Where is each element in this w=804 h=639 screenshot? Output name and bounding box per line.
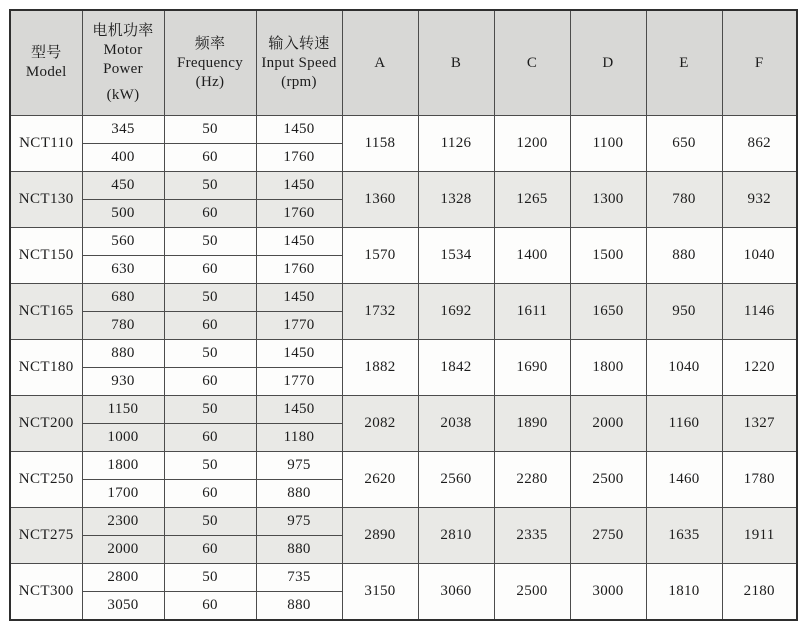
power-value: 630	[82, 256, 164, 284]
speed-value: 880	[256, 480, 342, 508]
header-dim-f: F	[722, 10, 797, 116]
table-row	[10, 172, 797, 200]
power-value: 780	[82, 312, 164, 340]
dim-f-value: 862	[722, 116, 797, 172]
dim-e-value: 880	[646, 228, 722, 284]
speed-value: 880	[256, 592, 342, 621]
dim-d-value: 1500	[570, 228, 646, 284]
header-model-zh: 型号	[30, 45, 62, 61]
dim-f-value: 1780	[722, 452, 797, 508]
speed-value: 1770	[256, 312, 342, 340]
dim-d-value: 2750	[570, 508, 646, 564]
frequency-value: 50	[164, 116, 256, 144]
dim-a-value: 3150	[342, 564, 418, 621]
frequency-value: 50	[164, 564, 256, 592]
speed-value: 975	[256, 508, 342, 536]
dim-f-value: 932	[722, 172, 797, 228]
table-body	[10, 116, 797, 621]
dim-c-value: 1890	[494, 396, 570, 452]
dim-a-value: 2082	[342, 396, 418, 452]
frequency-value: 60	[164, 144, 256, 172]
dim-b-value: 2560	[418, 452, 494, 508]
header-row	[10, 10, 797, 116]
power-value: 450	[82, 172, 164, 200]
power-value: 345	[82, 116, 164, 144]
table-row	[10, 284, 797, 312]
frequency-value: 50	[164, 172, 256, 200]
model-name: NCT165	[10, 284, 82, 340]
dim-f-value: 1040	[722, 228, 797, 284]
dim-b-value: 1842	[418, 340, 494, 396]
dim-e-value: 650	[646, 116, 722, 172]
dim-d-value: 2500	[570, 452, 646, 508]
header-dim-c: C	[494, 10, 570, 116]
model-name: NCT250	[10, 452, 82, 508]
table-row	[10, 396, 797, 424]
header-speed-unit: (rpm)	[281, 73, 317, 90]
table-row	[10, 228, 797, 256]
frequency-value: 50	[164, 452, 256, 480]
model-name: NCT130	[10, 172, 82, 228]
dim-e-value: 1460	[646, 452, 722, 508]
dim-a-value: 1158	[342, 116, 418, 172]
header-speed-en: Input Speed	[261, 54, 337, 71]
dim-a-value: 1360	[342, 172, 418, 228]
speed-value: 1760	[256, 144, 342, 172]
dim-c-value: 1200	[494, 116, 570, 172]
dim-d-value: 2000	[570, 396, 646, 452]
header-power-en: Motor Power	[103, 41, 143, 77]
dim-e-value: 1040	[646, 340, 722, 396]
dim-b-value: 1126	[418, 116, 494, 172]
frequency-value: 50	[164, 284, 256, 312]
header-power-unit: (kW)	[106, 86, 140, 103]
header-speed-zh: 输入转速	[268, 35, 330, 52]
header-frequency-zh: 频率	[194, 35, 226, 52]
frequency-value: 50	[164, 340, 256, 368]
dim-a-value: 1570	[342, 228, 418, 284]
speed-value: 735	[256, 564, 342, 592]
header-input-speed	[256, 10, 342, 116]
speed-value: 1450	[256, 396, 342, 424]
speed-value: 1760	[256, 256, 342, 284]
dim-e-value: 780	[646, 172, 722, 228]
table-row	[10, 340, 797, 368]
speed-value: 1450	[256, 284, 342, 312]
dim-b-value: 2038	[418, 396, 494, 452]
header-motor-power	[82, 10, 164, 116]
dim-f-value: 1220	[722, 340, 797, 396]
power-value: 2300	[82, 508, 164, 536]
dim-a-value: 1732	[342, 284, 418, 340]
speed-value: 1450	[256, 172, 342, 200]
frequency-value: 50	[164, 228, 256, 256]
dim-b-value: 3060	[418, 564, 494, 621]
dim-b-value: 1534	[418, 228, 494, 284]
model-name: NCT200	[10, 396, 82, 452]
dim-d-value: 1800	[570, 340, 646, 396]
dim-c-value: 1611	[494, 284, 570, 340]
motor-spec-table	[9, 9, 798, 621]
frequency-value: 60	[164, 536, 256, 564]
power-value: 930	[82, 368, 164, 396]
dim-e-value: 1160	[646, 396, 722, 452]
header-frequency-unit: (Hz)	[195, 73, 225, 90]
header-model-en: Model	[25, 64, 67, 80]
power-value: 680	[82, 284, 164, 312]
speed-value: 1450	[256, 340, 342, 368]
speed-value: 1450	[256, 228, 342, 256]
header-model	[10, 10, 82, 116]
dim-d-value: 3000	[570, 564, 646, 621]
speed-value: 1180	[256, 424, 342, 452]
dim-e-value: 1635	[646, 508, 722, 564]
table-header	[10, 10, 797, 116]
table-row	[10, 508, 797, 536]
frequency-value: 50	[164, 508, 256, 536]
dim-f-value: 2180	[722, 564, 797, 621]
header-power-zh: 电机功率	[92, 22, 154, 39]
speed-value: 1770	[256, 368, 342, 396]
dim-c-value: 1690	[494, 340, 570, 396]
dim-b-value: 1328	[418, 172, 494, 228]
power-value: 400	[82, 144, 164, 172]
power-value: 3050	[82, 592, 164, 621]
model-name: NCT110	[10, 116, 82, 172]
dim-f-value: 1911	[722, 508, 797, 564]
dim-a-value: 2890	[342, 508, 418, 564]
header-dim-a: A	[342, 10, 418, 116]
power-value: 2000	[82, 536, 164, 564]
dim-d-value: 1650	[570, 284, 646, 340]
dim-f-value: 1146	[722, 284, 797, 340]
table-row	[10, 564, 797, 592]
power-value: 1000	[82, 424, 164, 452]
dim-c-value: 2335	[494, 508, 570, 564]
frequency-value: 60	[164, 480, 256, 508]
model-name: NCT150	[10, 228, 82, 284]
dim-d-value: 1100	[570, 116, 646, 172]
dim-c-value: 1265	[494, 172, 570, 228]
dim-c-value: 2280	[494, 452, 570, 508]
power-value: 560	[82, 228, 164, 256]
dim-f-value: 1327	[722, 396, 797, 452]
table-row	[10, 452, 797, 480]
model-name: NCT180	[10, 340, 82, 396]
power-value: 500	[82, 200, 164, 228]
dim-b-value: 1692	[418, 284, 494, 340]
dim-d-value: 1300	[570, 172, 646, 228]
header-dim-b: B	[418, 10, 494, 116]
power-value: 1700	[82, 480, 164, 508]
dim-c-value: 2500	[494, 564, 570, 621]
dim-e-value: 1810	[646, 564, 722, 621]
power-value: 880	[82, 340, 164, 368]
model-name: NCT275	[10, 508, 82, 564]
header-frequency	[164, 10, 256, 116]
frequency-value: 60	[164, 312, 256, 340]
header-dim-e: E	[646, 10, 722, 116]
table-row	[10, 116, 797, 144]
power-value: 1800	[82, 452, 164, 480]
header-dim-d: D	[570, 10, 646, 116]
frequency-value: 60	[164, 256, 256, 284]
header-frequency-en: Frequency	[176, 54, 243, 71]
dim-a-value: 2620	[342, 452, 418, 508]
frequency-value: 50	[164, 396, 256, 424]
model-name: NCT300	[10, 564, 82, 621]
speed-value: 1760	[256, 200, 342, 228]
frequency-value: 60	[164, 200, 256, 228]
dim-a-value: 1882	[342, 340, 418, 396]
dim-e-value: 950	[646, 284, 722, 340]
dim-c-value: 1400	[494, 228, 570, 284]
speed-value: 1450	[256, 116, 342, 144]
speed-value: 880	[256, 536, 342, 564]
frequency-value: 60	[164, 592, 256, 621]
speed-value: 975	[256, 452, 342, 480]
dim-b-value: 2810	[418, 508, 494, 564]
power-value: 1150	[82, 396, 164, 424]
frequency-value: 60	[164, 368, 256, 396]
power-value: 2800	[82, 564, 164, 592]
frequency-value: 60	[164, 424, 256, 452]
